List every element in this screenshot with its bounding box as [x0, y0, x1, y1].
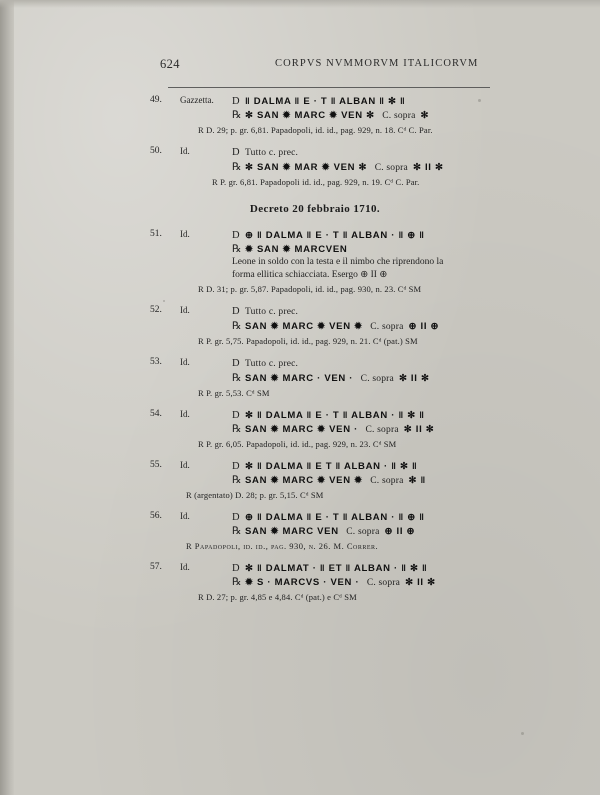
obverse-legend: ‖ DALMA ‖ E · T ‖ ALBAN ‖ ✻ ‖	[245, 96, 406, 107]
entry-denomination: Gazzetta.	[180, 95, 214, 105]
obverse-note: Tutto c. prec.	[245, 148, 299, 158]
entry-denomination: Id.	[180, 511, 190, 521]
entry-denomination: Id.	[180, 409, 190, 419]
catalogue-entry	[150, 511, 480, 551]
obverse-sigil: D	[232, 230, 240, 241]
page-header	[150, 55, 480, 81]
reverse-sigil: ℞	[232, 161, 242, 173]
entry-reference: R P. gr. 6,05. Papadopoli, id. id., pag. 929, n. 23. Cᵈ SM	[198, 439, 397, 449]
reverse-sigil: ℞	[232, 320, 242, 332]
reverse-legend: SAN ✹ MARC ✹ VEN ·	[245, 423, 358, 435]
reverse-tail: ✻ II ✻	[412, 161, 444, 173]
entry-number: 53.	[150, 357, 162, 367]
obverse-sigil: D	[232, 461, 240, 472]
reverse-note: C. sopra	[374, 162, 408, 173]
page-left-edge-shadow	[0, 0, 14, 795]
reverse-note: C. sopra	[365, 424, 399, 435]
catalogue-entry	[150, 409, 480, 449]
obverse-sigil: D	[232, 512, 240, 523]
obverse-legend: ✻ ‖ DALMA ‖ E · T ‖ ALBAN · ‖ ✻ ‖	[245, 410, 425, 421]
catalogue-entry	[150, 305, 480, 346]
entry-number: 57.	[150, 562, 162, 572]
entry-body	[232, 357, 480, 386]
entry-number: 49.	[150, 95, 162, 105]
entry-body	[232, 95, 480, 123]
catalogue-entry	[150, 460, 480, 500]
obverse-note: Tutto c. prec.	[245, 359, 299, 369]
entry-number: 56.	[150, 511, 162, 521]
obverse-line	[232, 95, 480, 109]
obverse-line	[232, 305, 480, 320]
entry-body	[232, 409, 480, 437]
reverse-note: C. sopra	[346, 526, 380, 537]
obverse-line	[232, 460, 480, 474]
obverse-line	[232, 511, 480, 525]
decree-heading: Decreto 20 febbraio 1710.	[249, 203, 381, 215]
reverse-tail: ✻ ‖	[408, 474, 426, 486]
reverse-note: C. sopra	[370, 475, 404, 486]
entry-body	[232, 146, 480, 175]
reverse-description: Leone in soldo con la testa e il nimbo che riprendono la forma ellitica schiacciata. Esergo ⊕ II ⊕	[232, 257, 444, 280]
reverse-note: C. sopra	[382, 110, 416, 121]
entry-denomination: Id.	[180, 562, 190, 572]
reverse-legend: SAN ✹ MARC · VEN ·	[245, 372, 354, 384]
reverse-sigil: ℞	[232, 576, 242, 588]
reverse-tail: ✻	[420, 109, 430, 121]
reverse-line	[232, 423, 480, 438]
reverse-legend: SAN ✹ MARC ✹ VEN ✹	[245, 474, 363, 486]
entry-denomination: Id.	[180, 305, 190, 315]
obverse-legend: ⊕ ‖ DALMA ‖ E · T ‖ ALBAN · ‖ ⊕ ‖	[245, 230, 425, 241]
reverse-note: C. sopra	[370, 321, 404, 332]
entry-reference: R Papadopoli, id. id., pag. 930, n. 26. M. Correr.	[186, 541, 379, 551]
obverse-legend: ⊕ ‖ DALMA ‖ E · T ‖ ALBAN · ‖ ⊕ ‖	[245, 512, 425, 523]
header-rule	[168, 87, 490, 88]
reverse-note: C. sopra	[366, 577, 401, 588]
entry-reference: R P. gr. 5,53. Cᵈ SM	[198, 388, 270, 398]
obverse-line	[232, 562, 480, 576]
obverse-legend: ✻ ‖ DALMA ‖ E T ‖ ALBAN · ‖ ✻ ‖	[245, 461, 418, 472]
catalogue-entries	[150, 95, 480, 602]
entry-reference: R D. 27; p. gr. 4,85 e 4,84. Cᵈ (pat.) e Cᵈ SM	[198, 592, 357, 602]
obverse-line	[232, 409, 480, 423]
entry-number: 54.	[150, 409, 162, 419]
obverse-line	[232, 229, 480, 243]
catalogue-entry	[150, 562, 480, 602]
entry-number: 52.	[150, 305, 162, 315]
reverse-tail: ⊕ II ⊕	[384, 525, 416, 537]
reverse-line	[232, 320, 480, 335]
entry-body	[232, 229, 480, 282]
obverse-sigil: D	[232, 147, 240, 158]
reverse-tail: ✻ II ✻	[403, 423, 435, 435]
catalogue-entry	[150, 95, 480, 135]
reverse-tail: ⊕ II ⊕	[408, 320, 440, 332]
reverse-legend: ✻ SAN ✹ MAR ✹ VEN ✻	[245, 161, 368, 173]
entry-body	[232, 562, 480, 590]
entry-reference: R P. gr. 5,75. Papadopoli, id. id., pag. 929, n. 21. Cᵈ (pat.) SM	[198, 336, 418, 346]
obverse-sigil: D	[232, 410, 240, 421]
entry-body	[232, 460, 480, 488]
obverse-sigil: D	[232, 563, 240, 574]
entry-number: 51.	[150, 229, 162, 239]
reverse-sigil: ℞	[232, 423, 242, 435]
reverse-line	[232, 525, 480, 540]
entry-body	[232, 511, 480, 539]
page-content	[150, 55, 480, 613]
entry-reference: R D. 29; p. gr. 6,81. Papadopoli, id. id., pag. 929, n. 18. Cᵈ C. Par.	[198, 125, 433, 135]
entry-number: 55.	[150, 460, 162, 470]
reverse-line	[232, 161, 480, 176]
reverse-line	[232, 109, 480, 124]
reverse-sigil: ℞	[232, 525, 242, 537]
paper-speck	[521, 732, 524, 735]
obverse-sigil: D	[232, 358, 240, 369]
entry-reference: R D. 31; p. gr. 5,87. Papadopoli, id. id., pag. 930, n. 23. Cᵈ SM	[198, 284, 422, 294]
entry-denomination: Id.	[180, 460, 190, 470]
reverse-note: C. sopra	[360, 373, 394, 384]
reverse-sigil: ℞	[232, 372, 242, 384]
obverse-sigil: D	[232, 96, 240, 107]
page-top-edge-shadow	[0, 0, 600, 8]
reverse-line	[232, 372, 480, 387]
obverse-line	[232, 357, 480, 372]
reverse-sigil: ℞	[232, 109, 242, 121]
reverse-legend: ✻ SAN ✹ MARC ✹ VEN ✻	[245, 109, 375, 121]
reverse-legend: ✹ S · MARCVS · VEN ·	[245, 576, 360, 588]
reverse-sigil: ℞	[232, 243, 242, 255]
catalogue-entry	[150, 229, 480, 294]
catalogue-entry	[150, 357, 480, 398]
reverse-line	[232, 474, 480, 489]
entry-denomination: Id.	[180, 357, 190, 367]
entry-denomination: Id.	[180, 146, 190, 156]
obverse-legend: ✻ ‖ DALMAT · ‖ ET ‖ ALBAN · ‖ ✻ ‖	[245, 563, 428, 574]
entry-reference: R P. gr. 6,81. Papadopoli id. id., pag. 929, n. 19. Cᵈ C. Par.	[212, 177, 420, 187]
reverse-legend: SAN ✹ MARC VEN	[245, 525, 339, 537]
folio-number: 624	[160, 57, 180, 71]
entry-number: 50.	[150, 146, 162, 156]
reverse-legend: SAN ✹ MARC ✹ VEN ✹	[245, 320, 363, 332]
reverse-tail: ✻ II ✻	[398, 372, 430, 384]
reverse-tail: ✻ II ✻	[405, 576, 436, 588]
reverse-sigil: ℞	[232, 474, 242, 486]
obverse-note: Tutto c. prec.	[245, 307, 299, 317]
entry-reference: R (argentato) D. 28; p. gr. 5,15. Cᵈ SM	[186, 490, 324, 500]
obverse-line	[232, 146, 480, 161]
reverse-line	[232, 576, 480, 591]
catalogue-entry	[150, 146, 480, 187]
reverse-line	[232, 243, 480, 283]
obverse-sigil: D	[232, 306, 240, 317]
running-title: CORPVS NVMMORVM ITALICORVM	[275, 58, 479, 69]
entry-body	[232, 305, 480, 334]
reverse-legend: ✹ SAN ✹ MARCVEN	[245, 243, 348, 255]
entry-denomination: Id.	[180, 229, 190, 239]
